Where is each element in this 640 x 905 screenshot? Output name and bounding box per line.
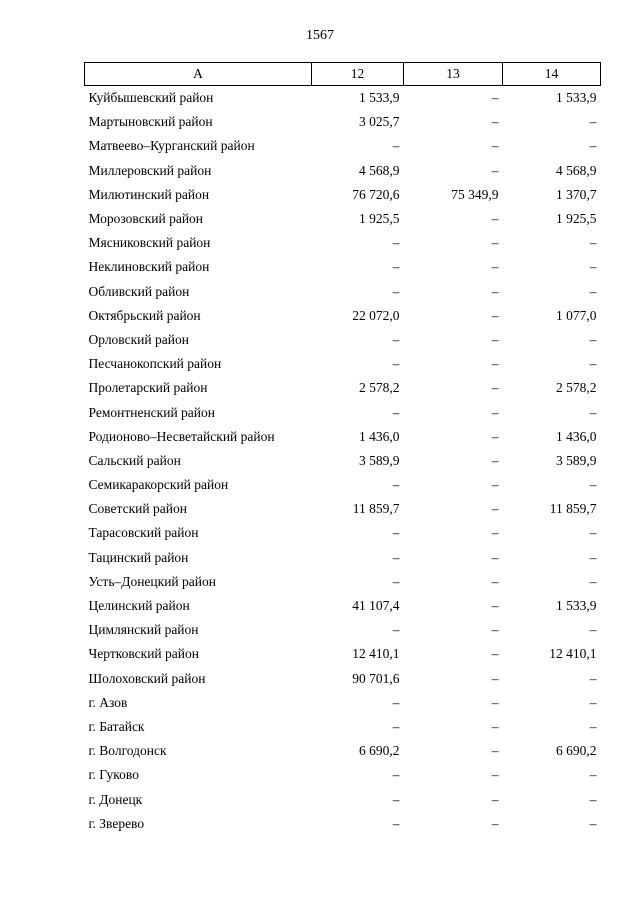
col-12-cell: 3 025,7 bbox=[359, 114, 400, 130]
col-13-cell: – bbox=[491, 477, 499, 493]
row-name-cell: Мясниковский район bbox=[88, 235, 211, 251]
row-name-cell: г. Азов bbox=[88, 694, 128, 710]
col-14-cell: 2 578,2 bbox=[556, 380, 597, 396]
col-14-cell: – bbox=[589, 259, 597, 275]
col-14-cell: – bbox=[589, 235, 597, 251]
row-name-cell: Миллеровский район bbox=[88, 162, 212, 178]
col-14-cell: – bbox=[589, 331, 597, 347]
table-row bbox=[85, 86, 601, 111]
table-row bbox=[85, 183, 601, 207]
col-13-cell: – bbox=[491, 743, 499, 759]
table-row bbox=[85, 449, 601, 473]
col-13-cell: – bbox=[491, 694, 499, 710]
row-name-cell: г. Донецк bbox=[88, 791, 143, 807]
table-row bbox=[85, 110, 601, 134]
col-13-cell: – bbox=[491, 767, 499, 783]
col-13-cell: – bbox=[491, 90, 499, 106]
col-12-cell: – bbox=[392, 622, 400, 638]
col-12-cell: – bbox=[392, 283, 400, 299]
row-name-cell: Сальский район bbox=[88, 452, 181, 468]
table-row bbox=[85, 691, 601, 715]
col-12-cell: – bbox=[392, 477, 400, 493]
col-14-cell: 12 410,1 bbox=[549, 646, 597, 662]
table-row bbox=[85, 280, 601, 304]
col-13-cell: – bbox=[491, 815, 499, 831]
table-row bbox=[85, 255, 601, 279]
table-row bbox=[85, 473, 601, 497]
col-13-cell: – bbox=[491, 307, 499, 323]
col-13-cell: – bbox=[491, 259, 499, 275]
col-13-cell: – bbox=[491, 549, 499, 565]
row-name-cell: Семикаракорский район bbox=[88, 477, 229, 493]
col-12-cell: 90 701,6 bbox=[352, 670, 400, 686]
table-row bbox=[85, 642, 601, 666]
col-14-cell: 1 370,7 bbox=[556, 186, 597, 202]
col-12-cell: 1 925,5 bbox=[359, 211, 400, 227]
col-14-cell: – bbox=[589, 670, 597, 686]
col-13-cell: – bbox=[491, 138, 499, 154]
row-name-cell: Пролетарский район bbox=[88, 380, 208, 396]
col-13-cell: – bbox=[491, 283, 499, 299]
col-14-cell: 3 589,9 bbox=[556, 452, 597, 468]
col-12-cell: 4 568,9 bbox=[359, 162, 400, 178]
row-name-cell: Орловский район bbox=[88, 331, 189, 347]
col-14-cell: – bbox=[589, 573, 597, 589]
col-14-cell: – bbox=[589, 718, 597, 734]
header-row bbox=[85, 63, 601, 86]
col-13-cell: – bbox=[491, 501, 499, 517]
table-row bbox=[85, 497, 601, 521]
row-name-cell: Чертковский район bbox=[88, 646, 199, 662]
col-14-cell: – bbox=[589, 404, 597, 420]
table-row bbox=[85, 715, 601, 739]
col-12-cell: 11 859,7 bbox=[352, 501, 400, 517]
row-name-cell: Шолоховский район bbox=[88, 670, 206, 686]
row-name-cell: г. Волгодонск bbox=[88, 743, 167, 759]
col-14-cell: – bbox=[589, 525, 597, 541]
table-row bbox=[85, 134, 601, 158]
table-row bbox=[85, 739, 601, 763]
table-row bbox=[85, 328, 601, 352]
col-14-cell: – bbox=[589, 138, 597, 154]
col-13-cell: – bbox=[491, 235, 499, 251]
col-12-cell: 3 589,9 bbox=[359, 452, 400, 468]
header-col-a: А bbox=[85, 63, 312, 86]
col-13-cell: – bbox=[491, 525, 499, 541]
col-14-cell: – bbox=[589, 694, 597, 710]
col-12-cell: 2 578,2 bbox=[359, 380, 400, 396]
col-14-cell: 4 568,9 bbox=[556, 162, 597, 178]
col-14-cell: – bbox=[589, 791, 597, 807]
col-14-cell: – bbox=[589, 356, 597, 372]
header-col-13: 13 bbox=[404, 63, 503, 86]
row-name-cell: Тарасовский район bbox=[88, 525, 199, 541]
table-row bbox=[85, 812, 601, 836]
col-13-cell: – bbox=[491, 452, 499, 468]
col-13-cell: – bbox=[491, 428, 499, 444]
table-row bbox=[85, 521, 601, 545]
header-col-14: 14 bbox=[503, 63, 601, 86]
row-name-cell: Ремонтненский район bbox=[88, 404, 215, 420]
col-12-cell: – bbox=[392, 815, 400, 831]
table-body bbox=[85, 86, 601, 836]
col-14-cell: 11 859,7 bbox=[549, 501, 597, 517]
row-name-cell: Милютинский район bbox=[88, 186, 210, 202]
col-14-cell: 1 925,5 bbox=[556, 211, 597, 227]
col-14-cell: – bbox=[589, 549, 597, 565]
col-14-cell: 1 533,9 bbox=[556, 90, 597, 106]
table-row bbox=[85, 425, 601, 449]
row-name-cell: Песчанокопский район bbox=[88, 356, 222, 372]
col-14-cell: 6 690,2 bbox=[556, 743, 597, 759]
col-13-cell: – bbox=[491, 331, 499, 347]
row-name-cell: Матвеево–Курганский район bbox=[88, 138, 255, 154]
page-number: 1567 bbox=[306, 28, 334, 43]
row-name-cell: Усть–Донецкий район bbox=[88, 573, 216, 589]
col-13-cell: – bbox=[491, 622, 499, 638]
col-12-cell: – bbox=[392, 694, 400, 710]
col-12-cell: 6 690,2 bbox=[359, 743, 400, 759]
col-13-cell: – bbox=[491, 114, 499, 130]
table-row bbox=[85, 207, 601, 231]
col-14-cell: – bbox=[589, 815, 597, 831]
row-name-cell: Куйбышевский район bbox=[88, 90, 214, 106]
row-name-cell: г. Батайск bbox=[88, 718, 145, 734]
row-name-cell: Октябрьский район bbox=[88, 307, 201, 323]
col-12-cell: – bbox=[392, 718, 400, 734]
col-12-cell: 76 720,6 bbox=[352, 186, 400, 202]
col-13-cell: – bbox=[491, 404, 499, 420]
col-12-cell: – bbox=[392, 356, 400, 372]
col-14-cell: – bbox=[589, 767, 597, 783]
col-13-cell: – bbox=[491, 211, 499, 227]
table-row bbox=[85, 546, 601, 570]
col-12-cell: 12 410,1 bbox=[352, 646, 400, 662]
row-name-cell: Целинский район bbox=[88, 598, 190, 614]
col-14-cell: – bbox=[589, 622, 597, 638]
col-12-cell: – bbox=[392, 138, 400, 154]
col-12-cell: – bbox=[392, 767, 400, 783]
row-name-cell: Обливский район bbox=[88, 283, 190, 299]
col-13-cell: – bbox=[491, 573, 499, 589]
col-12-cell: – bbox=[392, 259, 400, 275]
col-13-cell: – bbox=[491, 162, 499, 178]
col-12-cell: 41 107,4 bbox=[352, 598, 400, 614]
col-12-cell: – bbox=[392, 404, 400, 420]
row-name-cell: Морозовский район bbox=[88, 211, 204, 227]
col-14-cell: – bbox=[589, 477, 597, 493]
header-col-12: 12 bbox=[312, 63, 404, 86]
col-12-cell: – bbox=[392, 549, 400, 565]
table-row bbox=[85, 570, 601, 594]
col-12-cell: – bbox=[392, 235, 400, 251]
col-13-cell: – bbox=[491, 598, 499, 614]
col-14-cell: – bbox=[589, 114, 597, 130]
table-row bbox=[85, 400, 601, 424]
col-12-cell: 22 072,0 bbox=[352, 307, 400, 323]
row-name-cell: Мартыновский район bbox=[88, 114, 213, 130]
table-row bbox=[85, 787, 601, 811]
col-12-cell: 1 533,9 bbox=[359, 90, 400, 106]
table-row bbox=[85, 376, 601, 400]
col-14-cell: 1 077,0 bbox=[556, 307, 597, 323]
row-name-cell: г. Зверево bbox=[88, 815, 145, 831]
budget-table bbox=[84, 62, 601, 836]
col-12-cell: – bbox=[392, 791, 400, 807]
col-13-cell: – bbox=[491, 718, 499, 734]
table-row bbox=[85, 594, 601, 618]
col-14-cell: 1 533,9 bbox=[556, 598, 597, 614]
col-13-cell: – bbox=[491, 646, 499, 662]
col-12-cell: – bbox=[392, 573, 400, 589]
table-row bbox=[85, 159, 601, 183]
table-row bbox=[85, 304, 601, 328]
table-row bbox=[85, 352, 601, 376]
row-name-cell: Родионово–Несветайский район bbox=[88, 428, 275, 444]
col-14-cell: – bbox=[589, 283, 597, 299]
row-name-cell: г. Гуково bbox=[88, 767, 139, 783]
col-13-cell: – bbox=[491, 670, 499, 686]
row-name-cell: Тацинский район bbox=[88, 549, 189, 565]
col-12-cell: – bbox=[392, 525, 400, 541]
row-name-cell: Неклиновский район bbox=[88, 259, 210, 275]
col-13-cell: – bbox=[491, 791, 499, 807]
col-12-cell: – bbox=[392, 331, 400, 347]
col-13-cell: – bbox=[491, 356, 499, 372]
table-row bbox=[85, 231, 601, 255]
row-name-cell: Советский район bbox=[88, 501, 187, 517]
col-13-cell: – bbox=[491, 380, 499, 396]
table-row bbox=[85, 667, 601, 691]
col-14-cell: 1 436,0 bbox=[556, 428, 597, 444]
row-name-cell: Цимлянский район bbox=[88, 622, 199, 638]
table-row bbox=[85, 763, 601, 787]
table-header bbox=[85, 63, 601, 86]
table-row bbox=[85, 618, 601, 642]
col-12-cell: 1 436,0 bbox=[359, 428, 400, 444]
col-13-cell: 75 349,9 bbox=[451, 186, 499, 202]
